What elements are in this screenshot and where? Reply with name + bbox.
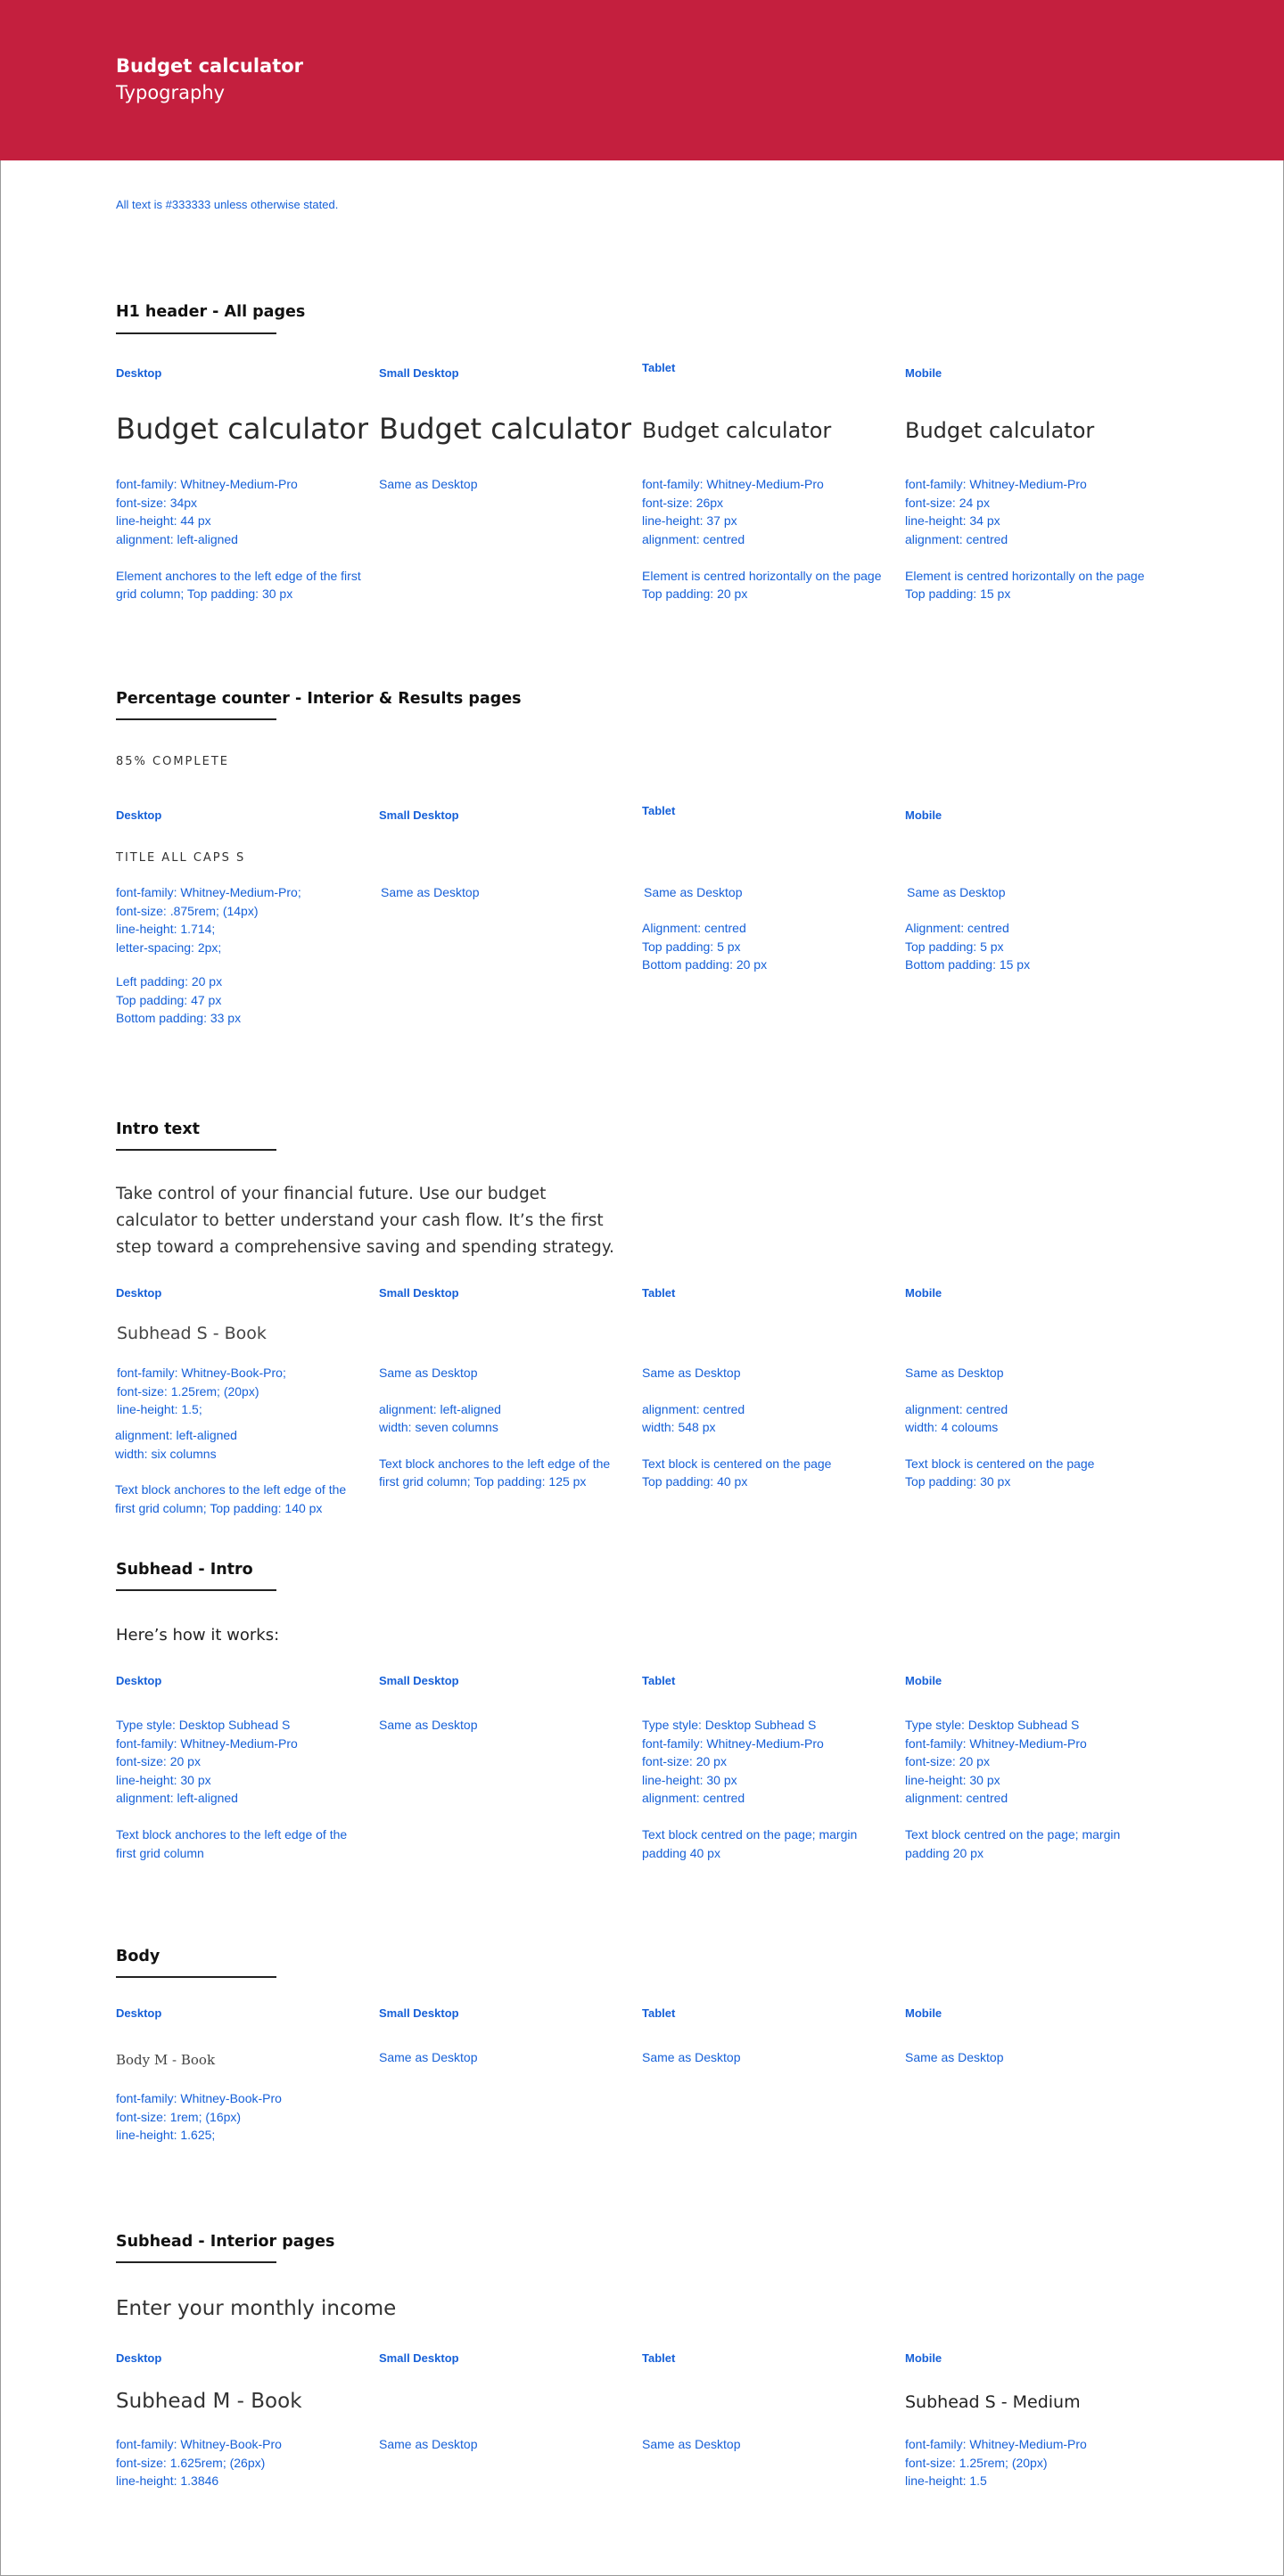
spec-intro-tablet xyxy=(642,1364,831,1491)
col-label-tablet: Tablet xyxy=(642,1286,676,1300)
col-label-tablet: Tablet xyxy=(642,1674,676,1687)
spec-line: Same as Desktop xyxy=(379,1366,478,1380)
col-label-mobile: Mobile xyxy=(905,1674,942,1687)
spec-line: padding 20 px xyxy=(905,1845,984,1860)
spec-gap xyxy=(116,1808,347,1826)
spec-intro-desktop-anchor xyxy=(115,1481,346,1517)
col-label-small-desktop: Small Desktop xyxy=(379,1674,459,1687)
section-title-subhead-intro: Subhead - Intro xyxy=(116,1561,253,1579)
h1-sample-mobile: Budget calculator xyxy=(905,418,1095,443)
spec-pct-desktop-type xyxy=(116,883,301,956)
col-label-tablet: Tablet xyxy=(642,804,676,817)
h1-sample-small-desktop: Budget calculator xyxy=(379,412,632,446)
spec-line: line-height: 30 px xyxy=(642,1772,737,1787)
col-label-mobile: Mobile xyxy=(905,1286,942,1300)
col-label-small-desktop: Small Desktop xyxy=(379,366,459,380)
spec-line: line-height: 1.5; xyxy=(117,1402,202,1416)
spec-body-small-desktop: Same as Desktop xyxy=(379,2050,478,2064)
spec-intro-desktop-layout xyxy=(115,1426,237,1463)
spec-line: Text block is centered on the page xyxy=(642,1456,832,1471)
col-label-desktop: Desktop xyxy=(116,1286,162,1300)
section-title-percentage-counter: Percentage counter - Interior & Results pages xyxy=(116,690,522,708)
section-rule xyxy=(116,1149,276,1151)
col-label-desktop: Desktop xyxy=(116,2006,162,2020)
spec-subint-tablet: Same as Desktop xyxy=(642,2437,741,2451)
spec-gap xyxy=(379,1382,610,1400)
spec-line: Left padding: 20 px xyxy=(116,974,223,989)
spec-body-mobile: Same as Desktop xyxy=(905,2050,1004,2064)
spec-line: Alignment: centred xyxy=(905,921,1009,935)
spec-line: first grid column; Top padding: 140 px xyxy=(115,1500,323,1515)
spec-line: line-height: 1.625; xyxy=(116,2128,216,2142)
spec-line: line-height: 44 px xyxy=(116,513,211,528)
spec-line: alignment: centred xyxy=(642,531,745,546)
spec-line: font-family: Whitney-Medium-Pro xyxy=(642,477,824,491)
spec-line: line-height: 30 px xyxy=(116,1772,211,1787)
spec-subint-desktop xyxy=(116,2435,282,2490)
intro-text-sample: Take control of your financial future. Use our budget calculator to better understand your cash flow. It’s the first step toward a comprehensive saving and spending strategy. xyxy=(116,1185,614,1257)
header-banner xyxy=(0,0,1284,160)
spec-pct-mobile-same: Same as Desktop xyxy=(907,885,1006,899)
spec-line: alignment: centred xyxy=(905,1791,1008,1805)
spec-line: Text block centred on the page; margin xyxy=(642,1827,858,1842)
spec-line: alignment: left-aligned xyxy=(116,1791,238,1805)
spec-line: Top padding: 40 px xyxy=(642,1474,748,1489)
spec-line: font-family: Whitney-Medium-Pro xyxy=(905,477,1087,491)
spec-line: font-size: 1rem; (16px) xyxy=(116,2109,242,2124)
h1-sample-desktop: Budget calculator xyxy=(116,412,369,446)
spec-gap xyxy=(905,1437,1094,1455)
spec-line: line-height: 34 px xyxy=(905,513,1000,528)
col-label-mobile: Mobile xyxy=(905,366,942,380)
col-label-desktop: Desktop xyxy=(116,808,162,822)
spec-line: font-size: 34px xyxy=(116,495,198,510)
col-label-mobile: Mobile xyxy=(905,2006,942,2020)
spec-h1-desktop xyxy=(116,475,361,603)
spec-body-tablet: Same as Desktop xyxy=(642,2050,741,2064)
spec-line: Text block anchores to the left edge of the xyxy=(116,1827,348,1842)
spec-line: font-family: Whitney-Medium-Pro xyxy=(905,1735,1087,1751)
col-label-small-desktop: Small Desktop xyxy=(379,808,459,822)
spec-line: Text block centred on the page; margin xyxy=(905,1827,1121,1842)
h1-sample-tablet: Budget calculator xyxy=(642,418,832,443)
spec-gap xyxy=(642,1437,831,1455)
spec-line: font-size: 1.25rem; (20px) xyxy=(117,1383,259,1399)
spec-line: Top padding: 30 px xyxy=(905,1474,1011,1489)
spec-pct-desktop-padding xyxy=(116,972,241,1028)
spec-line: font-family: Whitney-Book-Pro xyxy=(116,2091,282,2105)
spec-line: first grid column xyxy=(116,1845,204,1860)
spec-line: font-family: Whitney-Medium-Pro xyxy=(116,1735,298,1751)
col-label-small-desktop: Small Desktop xyxy=(379,1286,459,1300)
spec-subintro-tablet xyxy=(642,1716,857,1862)
spec-pct-tablet-same: Same as Desktop xyxy=(644,885,743,899)
section-rule xyxy=(116,332,276,334)
spec-line: Bottom padding: 33 px xyxy=(116,1011,242,1025)
spec-line: alignment: centred xyxy=(642,1401,745,1416)
spec-line: font-family: Whitney-Medium-Pro xyxy=(905,2437,1087,2451)
spec-line: Top padding: 5 px xyxy=(905,939,1004,954)
spec-intro-desktop-type xyxy=(117,1364,286,1419)
spec-subintro-small-desktop: Same as Desktop xyxy=(379,1718,478,1732)
spec-line: grid column; Top padding: 30 px xyxy=(116,587,293,601)
spec-line: font-family: Whitney-Medium-Pro; xyxy=(116,885,301,899)
spec-line: first grid column; Top padding: 125 px xyxy=(379,1474,587,1489)
section-rule xyxy=(116,1589,276,1591)
spec-line: alignment: left-aligned xyxy=(115,1428,237,1442)
header-subtitle: Typography xyxy=(116,82,226,103)
subhead-s-book-sample: Subhead S - Book xyxy=(117,1324,267,1343)
subhead-s-medium-sample: Subhead S - Medium xyxy=(905,2392,1081,2412)
spec-line: Same as Desktop xyxy=(905,1366,1004,1380)
title-all-caps-sample: TITLE ALL CAPS S xyxy=(116,851,246,865)
spec-line: font-family: Whitney-Book-Pro xyxy=(116,2437,282,2451)
spec-line: font-size: 1.25rem; (20px) xyxy=(905,2455,1048,2470)
spec-subintro-desktop xyxy=(116,1716,347,1862)
spec-h1-mobile xyxy=(905,475,1145,603)
spec-line: font-size: 20 px xyxy=(642,1754,727,1768)
spec-line: font-size: 1.625rem; (26px) xyxy=(116,2455,266,2470)
spec-line: line-height: 1.714; xyxy=(116,922,216,936)
percentage-counter-sample: 85% COMPLETE xyxy=(116,755,230,768)
spec-line: Top padding: 20 px xyxy=(642,587,748,601)
spec-line: Top padding: 47 px xyxy=(116,992,222,1007)
spec-gap xyxy=(642,1808,857,1826)
spec-line: Element is centred horizontally on the page xyxy=(642,568,882,583)
spec-gap xyxy=(642,1382,831,1400)
spec-line: Element is centred horizontally on the page xyxy=(905,568,1145,583)
spec-line: Bottom padding: 20 px xyxy=(642,957,768,972)
col-label-tablet: Tablet xyxy=(642,2351,676,2365)
col-label-desktop: Desktop xyxy=(116,2351,162,2365)
spec-gap xyxy=(905,548,1145,567)
general-note: All text is #333333 unless otherwise stated. xyxy=(116,198,339,211)
spec-line: Same as Desktop xyxy=(642,1366,741,1380)
body-m-book-sample: Body M - Book xyxy=(116,2052,216,2068)
spec-line: font-size: 24 px xyxy=(905,495,990,510)
spec-line: line-height: 1.3846 xyxy=(116,2473,219,2488)
spec-line: Type style: Desktop Subhead S xyxy=(642,1718,817,1732)
spec-line: width: 548 px xyxy=(642,1420,716,1434)
spec-line: line-height: 37 px xyxy=(642,513,737,528)
spec-gap xyxy=(116,548,361,567)
spec-line: Text block anchores to the left edge of the xyxy=(379,1456,611,1471)
spec-subintro-mobile xyxy=(905,1716,1120,1862)
spec-line: Text block anchores to the left edge of the xyxy=(115,1482,347,1497)
section-title-h1: H1 header - All pages xyxy=(116,303,306,321)
spec-line: line-height: 30 px xyxy=(905,1772,1000,1787)
header-title: Budget calculator xyxy=(116,55,304,77)
col-label-tablet: Tablet xyxy=(642,2006,676,2020)
section-rule xyxy=(116,2261,276,2263)
spec-line: font-family: Whitney-Medium-Pro xyxy=(116,477,298,491)
section-rule xyxy=(116,1976,276,1978)
col-label-small-desktop: Small Desktop xyxy=(379,2351,459,2365)
spec-line: alignment: centred xyxy=(642,1791,745,1805)
subhead-m-book-sample: Subhead M - Book xyxy=(116,2390,302,2413)
col-label-mobile: Mobile xyxy=(905,808,942,822)
spec-line: Type style: Desktop Subhead S xyxy=(116,1718,291,1732)
spec-line: font-size: .875rem; (14px) xyxy=(116,903,259,918)
spec-intro-small-desktop xyxy=(379,1364,610,1491)
spec-gap xyxy=(642,548,882,567)
spec-h1-tablet xyxy=(642,475,882,603)
spec-line: Top padding: 5 px xyxy=(642,939,741,954)
spec-gap xyxy=(379,1437,610,1455)
section-title-body: Body xyxy=(116,1948,160,1965)
spec-line: padding 40 px xyxy=(642,1845,720,1860)
spec-line: Text block is centered on the page xyxy=(905,1456,1095,1471)
spec-line: width: six columns xyxy=(115,1446,217,1461)
col-label-mobile: Mobile xyxy=(905,2351,942,2365)
spec-line: alignment: centred xyxy=(905,1401,1008,1416)
spec-line: font-size: 26px xyxy=(642,495,724,510)
spec-line: alignment: centred xyxy=(905,531,1008,546)
subhead-interior-sample: Enter your monthly income xyxy=(116,2297,397,2320)
spec-line: font-family: Whitney-Book-Pro; xyxy=(117,1366,286,1380)
spec-line: width: 4 coloums xyxy=(905,1420,999,1434)
spec-line: alignment: left-aligned xyxy=(116,531,238,546)
spec-intro-mobile xyxy=(905,1364,1094,1491)
spec-pct-mobile xyxy=(905,919,1030,974)
spec-h1-small-desktop xyxy=(379,475,478,494)
spec-line: line-height: 1.5 xyxy=(905,2473,987,2488)
spec-line: Top padding: 15 px xyxy=(905,587,1011,601)
spec-line: alignment: left-aligned xyxy=(379,1401,501,1416)
subhead-intro-sample: Here’s how it works: xyxy=(116,1626,280,1645)
spec-gap xyxy=(905,1808,1120,1826)
section-rule xyxy=(116,718,276,720)
spec-pct-tablet xyxy=(642,919,767,974)
section-title-subhead-interior: Subhead - Interior pages xyxy=(116,2233,335,2251)
spec-line: Alignment: centred xyxy=(642,921,746,935)
spec-body-desktop xyxy=(116,2089,282,2145)
spec-line: Type style: Desktop Subhead S xyxy=(905,1718,1080,1732)
spec-line: Element anchores to the left edge of the first xyxy=(116,568,361,583)
spec-line: letter-spacing: 2px; xyxy=(116,939,222,955)
spec-line: font-size: 20 px xyxy=(905,1754,990,1768)
spec-subint-mobile xyxy=(905,2435,1087,2490)
spec-subint-small-desktop: Same as Desktop xyxy=(379,2437,478,2451)
spec-pct-small-desktop: Same as Desktop xyxy=(381,885,480,899)
spec-line: font-family: Whitney-Medium-Pro xyxy=(642,1735,824,1751)
col-label-desktop: Desktop xyxy=(116,366,162,380)
spec-gap xyxy=(905,1382,1094,1400)
col-label-small-desktop: Small Desktop xyxy=(379,2006,459,2020)
spec-line: Same as Desktop xyxy=(379,477,478,491)
spec-line: font-size: 20 px xyxy=(116,1754,201,1768)
col-label-tablet: Tablet xyxy=(642,361,676,374)
spec-line: Bottom padding: 15 px xyxy=(905,957,1031,972)
section-title-intro-text: Intro text xyxy=(116,1120,200,1138)
spec-line: width: seven columns xyxy=(379,1420,498,1434)
col-label-desktop: Desktop xyxy=(116,1674,162,1687)
